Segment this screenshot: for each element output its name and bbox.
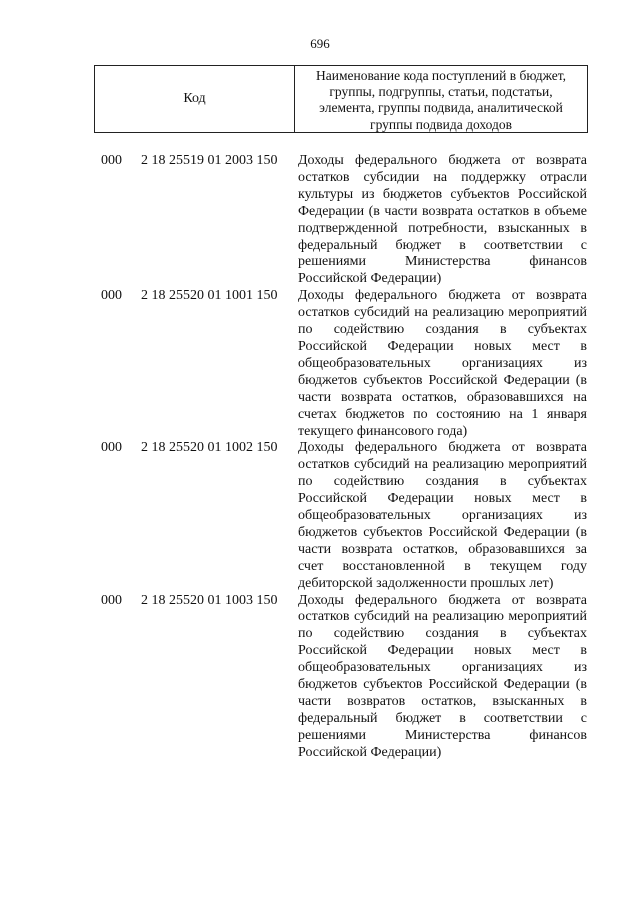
header-code-cell: Код [95,66,295,132]
table-row [0,288,640,440]
row-description: Доходы федерального бюджета от возврата остатков субсидий на реализацию мероприятий по содействию создания в субъектах Российской Федерации новых мест в общеобразовательных организациях из бюджетов субъектов Российской Федерации (в части возвратов остатков, взысканных в федеральный бюджет в соответствии с решениями Министерства финансов Российской Федерации) [298,592,587,760]
row-income-code: 2 18 25519 01 2003 150 [141,153,278,168]
row-admin-code: 000 [101,440,122,456]
table-row [0,153,640,288]
row-income-code: 2 18 25520 01 1003 150 [141,592,278,608]
table-row [0,440,640,592]
page-number: 696 [310,36,330,51]
row-admin-code: 000 [101,592,122,608]
table-header [94,65,588,133]
row-admin-code: 000 [101,288,122,304]
header-name-cell: Наименование кода поступлений в бюджет, группы, подгруппы, статьи, подстатьи, элемента, группы подвида, аналитической группы подвида доходов [315,68,566,132]
row-description: Доходы федерального бюджета от возврата остатков субсидий на реализацию мероприятий по содействию создания в субъектах Российской Федерации новых мест в общеобразовательных организациях из бюджетов субъектов Российской Федерации (в части возврата остатков, образовавшихся на счетах бюджетов по состоянию на 1 января текущего финансового года) [298,288,587,439]
code-list [0,153,640,762]
table-row [0,593,640,762]
row-income-code: 2 18 25520 01 1002 150 [141,440,278,456]
row-description: Доходы федерального бюджета от возврата остатков субсидий на реализацию мероприятий по содействию создания в субъектах Российской Федерации новых мест в общеобразовательных организациях из бюджетов субъектов Российской Федерации (в части возврата остатков, образовавшихся за счет восстановленной в текущем году дебиторской задолженности прошлых лет) [298,440,587,591]
row-description: Доходы федерального бюджета от возврата остатков субсидии на поддержку отрасли культуры из бюджетов субъектов Российской Федерации (в части возврата остатков в объеме подтвержденной потребности, взысканных в федеральный бюджет в соответствии с решениями Министерства финансов Российской Федерации) [298,153,587,287]
row-admin-code: 000 [101,153,122,168]
row-income-code: 2 18 25520 01 1001 150 [141,288,278,304]
